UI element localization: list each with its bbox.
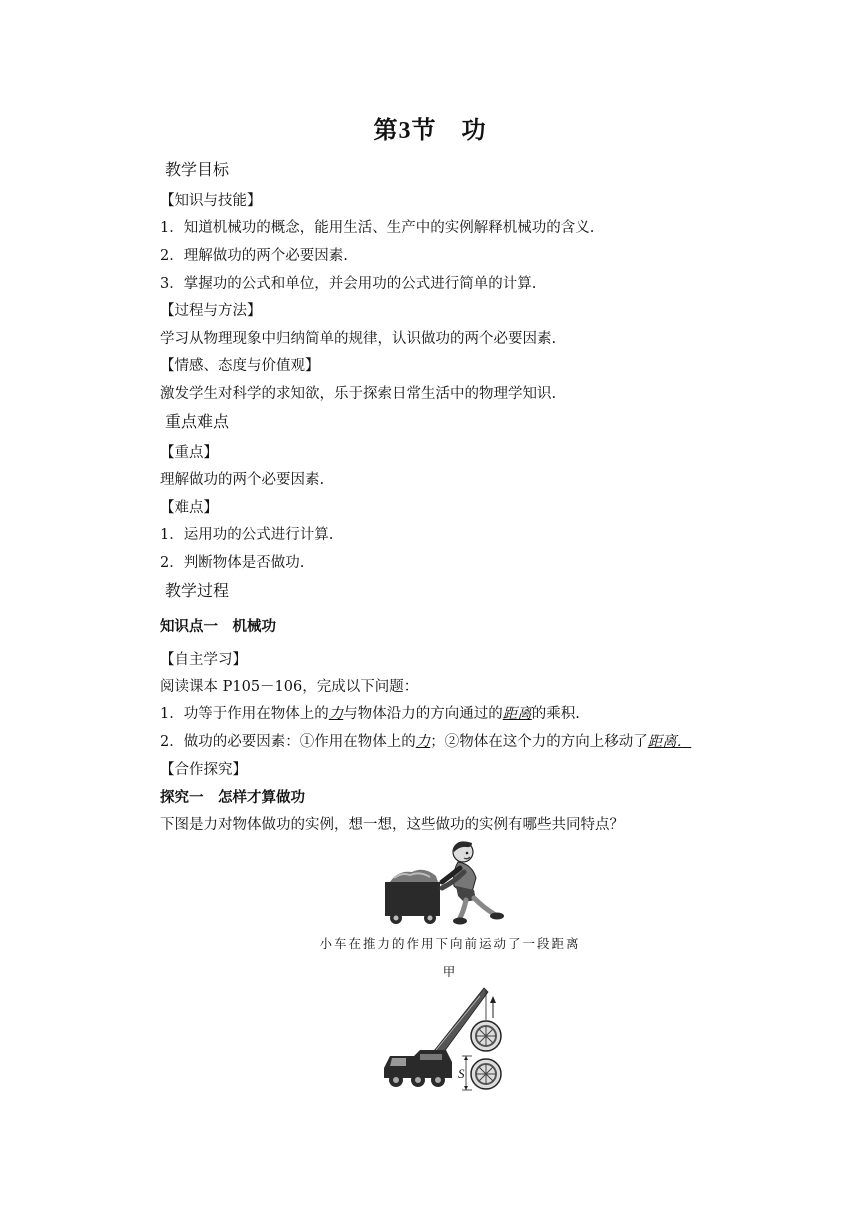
knowledge-item-3: 3．掌握功的公式和单位，并会用功的公式进行简单的计算. — [160, 276, 537, 292]
process-heading: 【过程与方法】 — [160, 303, 262, 319]
process-teach-heading: 教学过程 — [165, 581, 230, 600]
q1-text-b: 与物体沿力的方向通过的 — [343, 706, 503, 722]
figure-crane-lifting — [380, 984, 510, 1092]
coop-heading: 【合作探究】 — [160, 762, 247, 778]
q2-blank-1: 力 — [415, 734, 431, 750]
question-1 — [160, 704, 580, 724]
figure-boy-pushing-cart — [380, 838, 510, 926]
distance-s-label: S — [458, 1066, 465, 1081]
emotion-heading: 【情感、态度与价值观】 — [160, 358, 320, 374]
difficult-heading: 【难点】 — [160, 500, 218, 516]
explore1-heading: 探究一 怎样才算做功 — [160, 790, 305, 806]
knowledge-item-2: 2．理解做功的两个必要因素. — [160, 248, 348, 264]
difficult-item-2: 2．判断物体是否做功. — [160, 555, 305, 571]
self-study-intro: 阅读课本 P105－106，完成以下问题： — [160, 679, 419, 695]
emotion-text: 激发学生对科学的求知欲，乐于探索日常生活中的物理学知识. — [160, 386, 557, 402]
knowledge-heading: 【知识与技能】 — [160, 193, 262, 209]
q1-text-a: 1．功等于作用在物体上的 — [160, 706, 329, 722]
title-prefix: 第 — [373, 116, 399, 144]
q2-text-b: ；②物体在这个力的方向上移动了 — [430, 734, 648, 750]
question-2 — [160, 732, 691, 752]
kp1-heading: 知识点一 机械功 — [160, 619, 276, 635]
page-title — [0, 110, 860, 145]
keypoints-heading: 重点难点 — [165, 412, 230, 431]
q2-blank-2: 距离． — [647, 734, 692, 750]
q1-blank-1: 力 — [328, 706, 344, 722]
difficult-item-1: 1．运用功的公式进行计算. — [160, 527, 334, 543]
figure-1-label: 甲 — [442, 964, 458, 979]
key-heading: 【重点】 — [160, 445, 218, 461]
figure-1-caption: 小车在推力的作用下向前运动了一段距离 — [319, 936, 581, 951]
title-suffix: 节 功 — [411, 116, 487, 144]
explore1-text: 下图是力对物体做功的实例，想一想，这些做功的实例有哪些共同特点？ — [160, 817, 624, 833]
q1-blank-2: 距离 — [502, 706, 532, 722]
self-study-heading: 【自主学习】 — [160, 652, 247, 668]
title-number: 3 — [398, 118, 412, 144]
process-text: 学习从物理现象中归纳简单的规律，认识做功的两个必要因素. — [160, 331, 557, 347]
goals-heading: 教学目标 — [165, 160, 230, 179]
q2-text-a: 2．做功的必要因素：①作用在物体上的 — [160, 734, 416, 750]
key-text: 理解做功的两个必要因素. — [160, 472, 325, 488]
knowledge-item-1: 1．知道机械功的概念，能用生活、生产中的实例解释机械功的含义. — [160, 220, 595, 236]
q1-text-c: 的乘积. — [531, 706, 580, 722]
